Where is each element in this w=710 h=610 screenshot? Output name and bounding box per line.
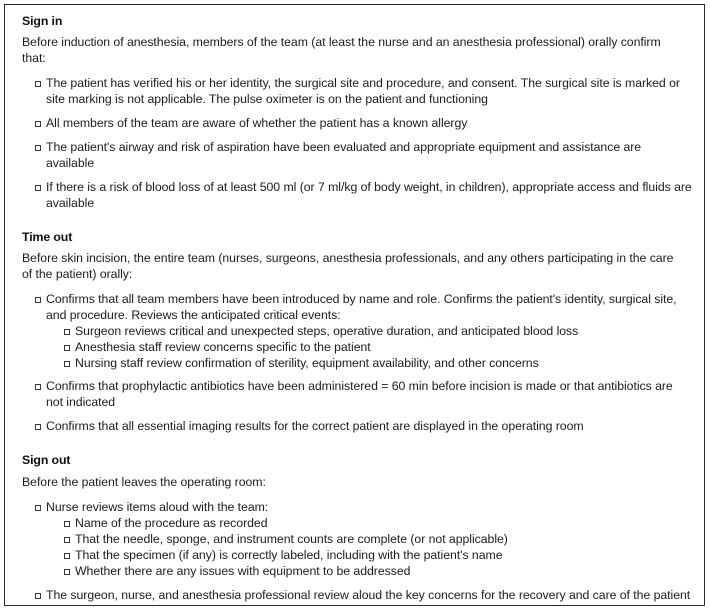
checklist-subitem[interactable] (64, 516, 692, 531)
section-heading: Sign in (22, 14, 63, 28)
checklist-item[interactable] (35, 140, 692, 171)
checkbox-square-icon[interactable] (64, 553, 70, 559)
checklist-item[interactable] (35, 419, 692, 434)
checklist-subitem-label: Anesthesia staff review concerns specific to the patient (75, 339, 371, 354)
section-intro: Before the patient leaves the operating room: (22, 474, 266, 489)
checklist-item-list (22, 292, 692, 434)
checklist-section (22, 453, 692, 603)
checklist-section (22, 14, 692, 211)
checklist-item-label: Nurse reviews items aloud with the team: (46, 500, 269, 515)
checklist-item-label: All members of the team are aware of whether the patient has a known allergy (46, 115, 468, 130)
checklist-subitem-label: Nursing staff review confirmation of sterility, equipment availability, and other concerns (75, 355, 539, 370)
checkbox-square-icon[interactable] (35, 297, 41, 303)
checkbox-square-icon[interactable] (35, 145, 41, 151)
section-heading: Time out (22, 229, 73, 244)
checklist-section (22, 230, 692, 434)
checklist-item[interactable] (35, 292, 692, 371)
checklist-subitem-label: Surgeon reviews critical and unexpected steps, operative duration, and anticipated blood loss (75, 323, 579, 338)
checkbox-square-icon[interactable] (64, 345, 70, 351)
checklist-subitem[interactable] (64, 340, 692, 355)
checklist-item-list (22, 76, 692, 211)
checkbox-square-icon[interactable] (64, 361, 70, 367)
checklist-subitem[interactable] (64, 532, 692, 547)
checklist-item-label: The patient has verified his or her identity, the surgical site and procedure, and consent. The surgical site is marked or site marking is not applicable. The pulse oximeter is on the patient and functioning (46, 76, 680, 106)
checklist-document (4, 4, 705, 606)
checklist-subitem-label: That the needle, sponge, and instrument counts are complete (or not applicable) (75, 532, 508, 547)
checkbox-square-icon[interactable] (35, 185, 41, 191)
checklist-item[interactable] (35, 116, 692, 131)
checklist-subitem[interactable] (64, 564, 692, 579)
checklist-item-label: The surgeon, nurse, and anesthesia professional review aloud the key concerns for the recovery and care of the patient (46, 587, 691, 602)
checklist-item[interactable] (35, 500, 692, 580)
checklist-item-label: Confirms that all essential imaging results for the correct patient are displayed in the operating room (46, 418, 584, 433)
checkbox-square-icon[interactable] (35, 384, 41, 390)
checklist-subitem-label: That the specimen (if any) is correctly labeled, including with the patient's name (75, 548, 503, 563)
checklist-subitem-list (46, 516, 692, 579)
checkbox-square-icon[interactable] (35, 424, 41, 430)
checklist-item-list (22, 500, 692, 603)
section-heading: Sign out (22, 453, 71, 468)
checklist-subitem-list (46, 324, 692, 371)
checklist-item[interactable] (35, 379, 692, 410)
checklist-item-label: Confirms that all team members have been introduced by name and role. Confirms the patient's identity, surgical site, and procedure. Reviews the anticipated critical events: (46, 292, 677, 322)
checkbox-square-icon[interactable] (35, 81, 41, 87)
checklist-item[interactable] (35, 588, 692, 603)
checklist-subitem-label: Name of the procedure as recorded (75, 516, 268, 531)
checklist-item-label: Confirms that prophylactic antibiotics have been administered = 60 min before incision is made or that antibiotics are not indicated (46, 379, 673, 409)
checklist-subitem[interactable] (64, 356, 692, 371)
checkbox-square-icon[interactable] (35, 121, 41, 127)
section-intro: Before skin incision, the entire team (nurses, surgeons, anesthesia professionals, and any others participating in the care of the patient) orally: (22, 251, 674, 281)
checklist-subitem[interactable] (64, 548, 692, 563)
checkbox-square-icon[interactable] (35, 593, 41, 599)
checkbox-square-icon[interactable] (64, 537, 70, 543)
checkbox-square-icon[interactable] (64, 521, 70, 527)
checklist-item-label: The patient's airway and risk of aspiration have been evaluated and appropriate equipment and assistance are available (46, 140, 642, 170)
checkbox-square-icon[interactable] (35, 505, 41, 511)
checklist-item[interactable] (35, 76, 692, 107)
checkbox-square-icon[interactable] (64, 569, 70, 575)
checklist-subitem[interactable] (64, 324, 692, 339)
checklist-item[interactable] (35, 180, 692, 211)
checklist-subitem-label: Whether there are any issues with equipment to be addressed (75, 564, 411, 579)
section-intro: Before induction of anesthesia, members of the team (at least the nurse and an anesthesia professional) orally confirm that: (22, 35, 661, 65)
checkbox-square-icon[interactable] (64, 329, 70, 335)
checklist-item-label: If there is a risk of blood loss of at least 500 ml (or 7 ml/kg of body weight, in children), appropriate access and fluids are available (46, 180, 692, 210)
